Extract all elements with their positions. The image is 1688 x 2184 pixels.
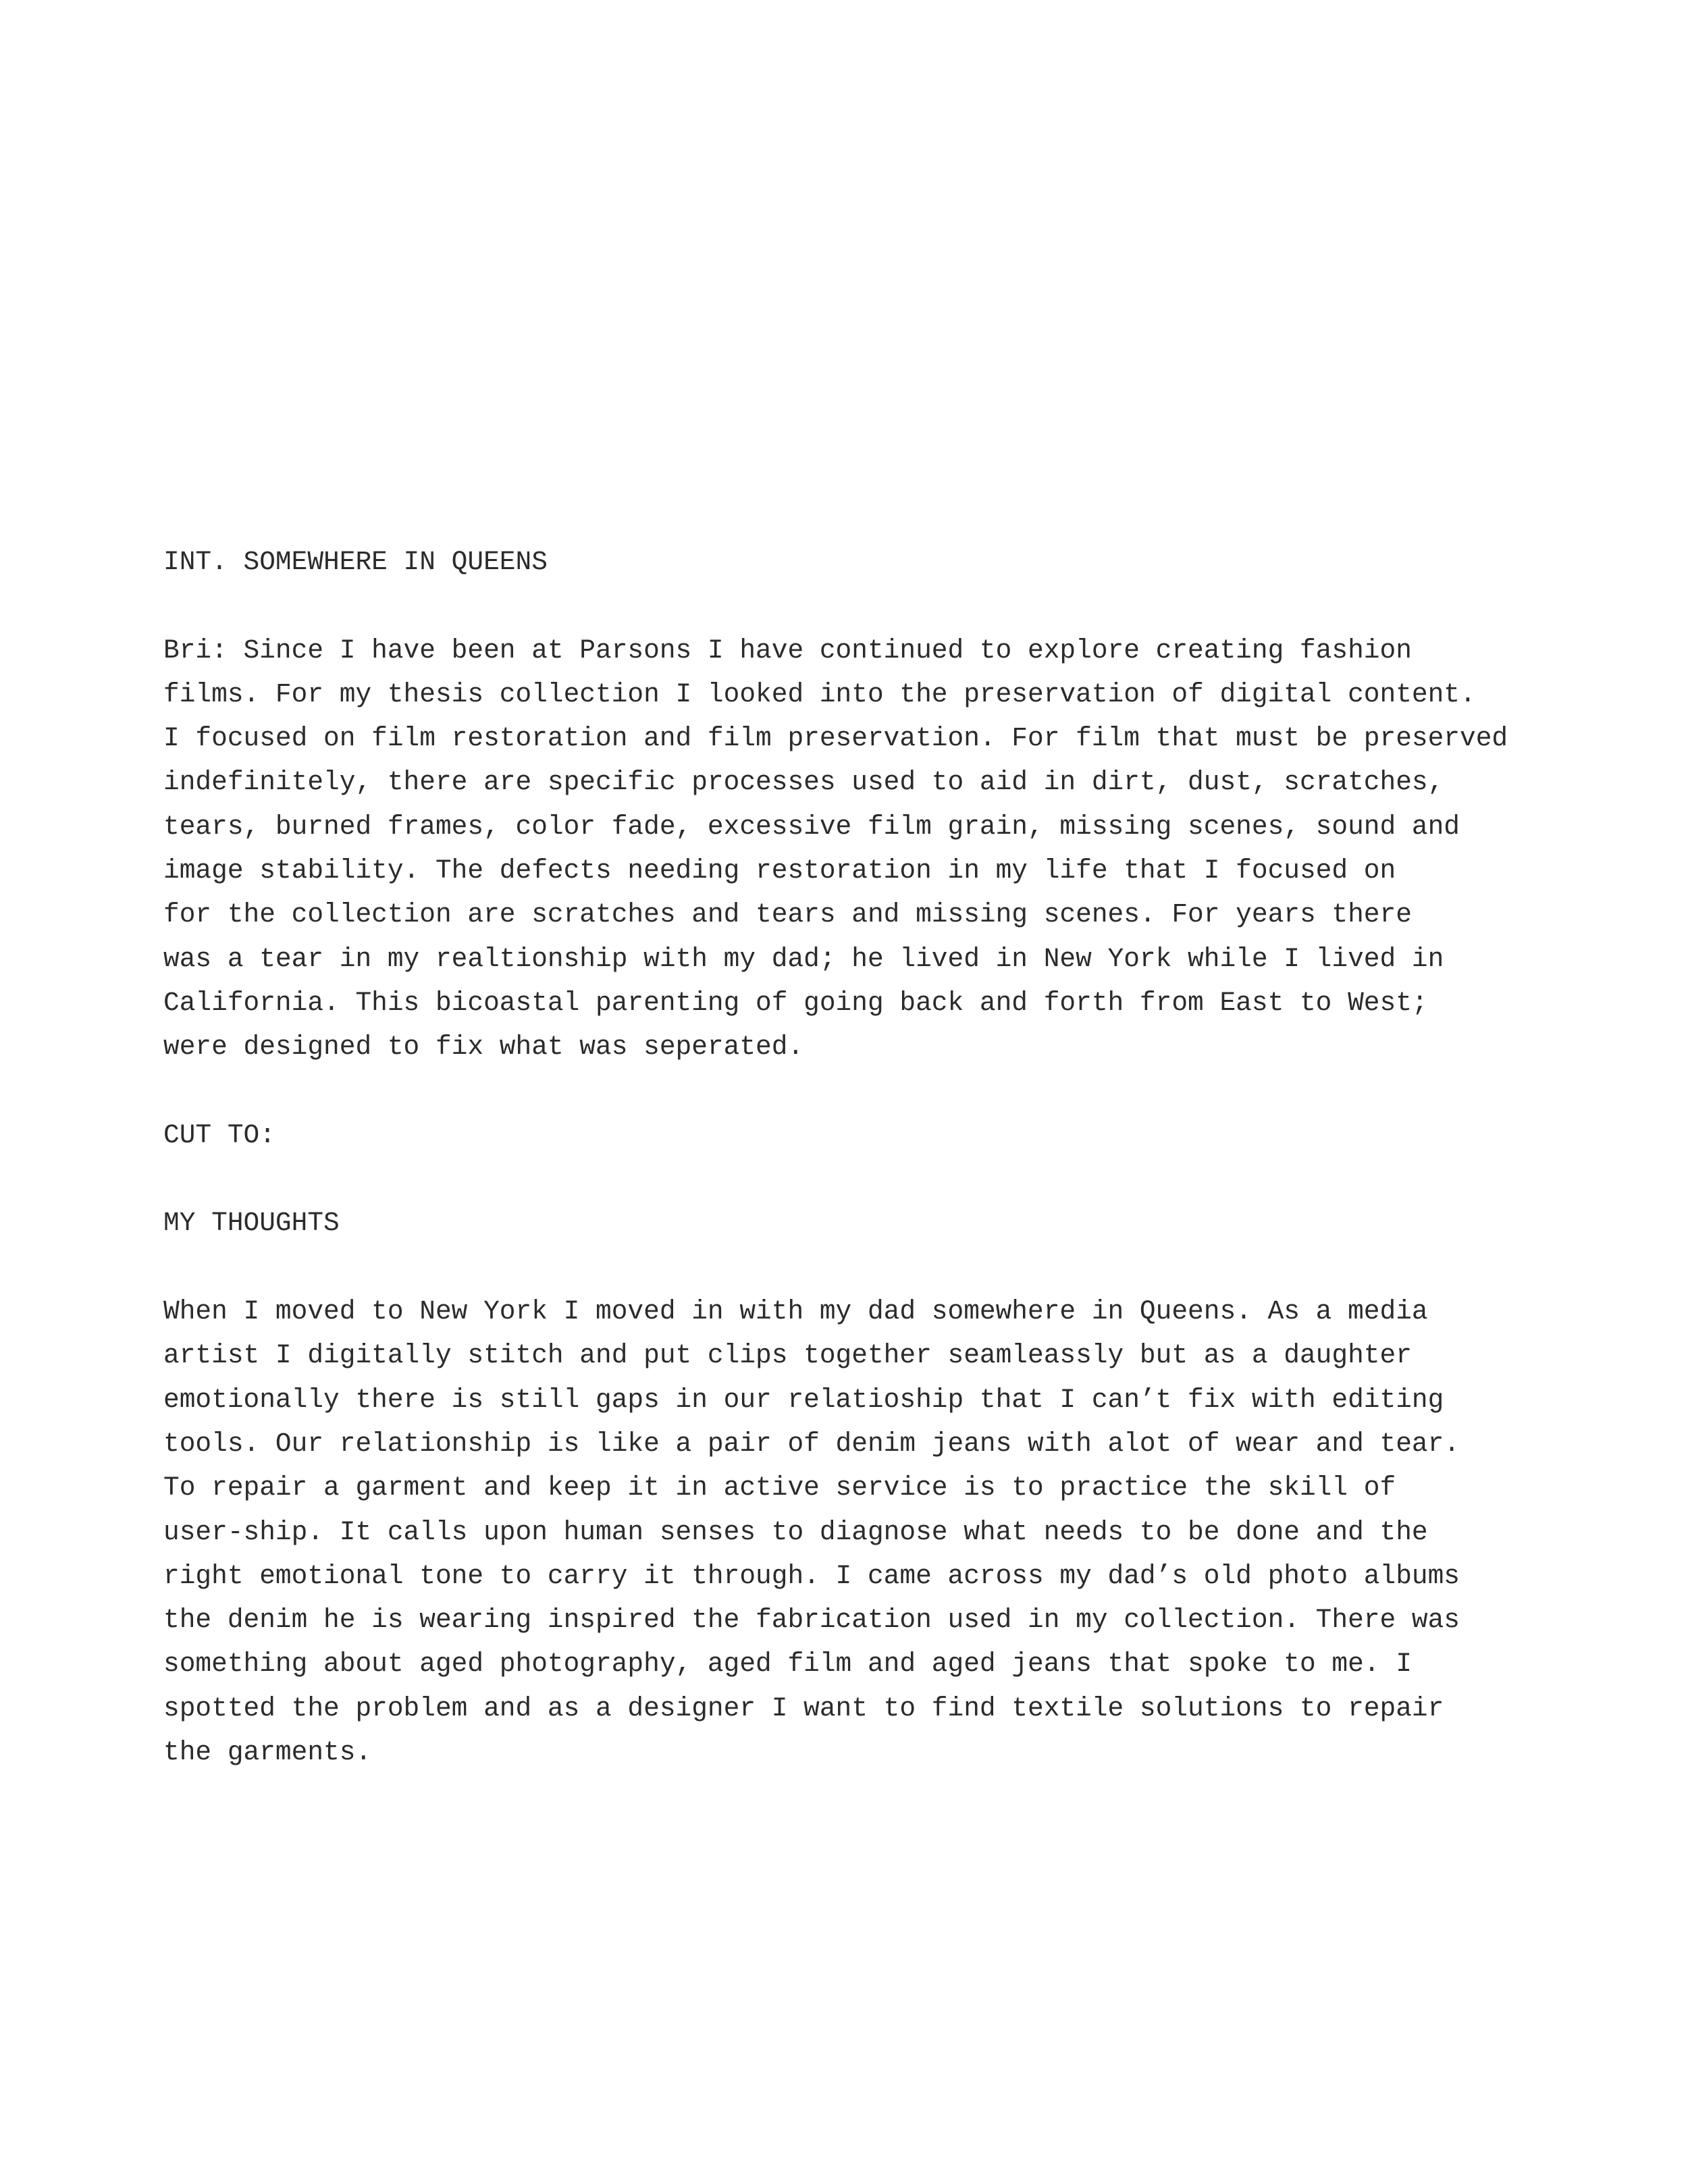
paragraph-line: tools. Our relationship is like a pair of denim jeans with alot of wear and tear. [163,1428,1460,1459]
paragraph-line: To repair a garment and keep it in active service is to practice the skill of [163,1472,1396,1503]
paragraph-line: artist I digitally stitch and put clips together seamleassly but as a daughter [163,1340,1412,1371]
paragraph-line: were designed to fix what was seperated. [163,1032,804,1063]
paragraph-my-thoughts [163,1289,1534,1774]
paragraph-line: When I moved to New York I moved in with my dad somewhere in Queens. As a media [163,1296,1428,1327]
paragraph-line: the denim he is wearing inspired the fabrication used in my collection. There was [163,1605,1460,1636]
paragraph-line: something about aged photography, aged film and aged jeans that spoke to me. I [163,1649,1412,1680]
section-heading: MY THOUGHTS [163,1208,340,1239]
paragraph-line: emotionally there is still gaps in our relatioship that I can’t fix with editing [163,1384,1444,1415]
paragraph-line: image stability. The defects needing restoration in my life that I focused on [163,855,1396,886]
paragraph-line: spotted the problem and as a designer I want to find textile solutions to repair [163,1693,1444,1724]
paragraph-line: Bri: Since I have been at Parsons I have continued to explore creating fashion [163,635,1412,666]
paragraph-line: user-ship. It calls upon human senses to diagnose what needs to be done and the [163,1516,1428,1547]
paragraph-line: California. This bicoastal parenting of going back and forth from East to West; [163,987,1428,1018]
spacer [163,584,1534,628]
spacer [163,1069,1534,1113]
paragraph-bri-intro [163,629,1534,1069]
paragraph-line: I focused on film restoration and film preservation. For film that must be preserved [163,723,1508,754]
transition: CUT TO: [163,1119,275,1150]
script-body [163,540,1534,1774]
scene-heading: INT. SOMEWHERE IN QUEENS [163,547,548,577]
paragraph-line: for the collection are scratches and tears and missing scenes. For years there [163,899,1412,930]
paragraph-line: films. For my thesis collection I looked into the preservation of digital content. [163,678,1476,710]
paragraph-line: was a tear in my realtionship with my dad; he lived in New York while I lived in [163,943,1444,974]
paragraph-line: the garments. [163,1737,372,1768]
paragraph-line: indefinitely, there are specific processes used to aid in dirt, dust, scratches, [163,767,1444,798]
spacer [163,1157,1534,1201]
spacer [163,1246,1534,1289]
paragraph-line: tears, burned frames, color fade, excessive film grain, missing scenes, sound and [163,811,1460,842]
paragraph-line: right emotional tone to carry it through. I came across my dad’s old photo albums [163,1560,1460,1591]
